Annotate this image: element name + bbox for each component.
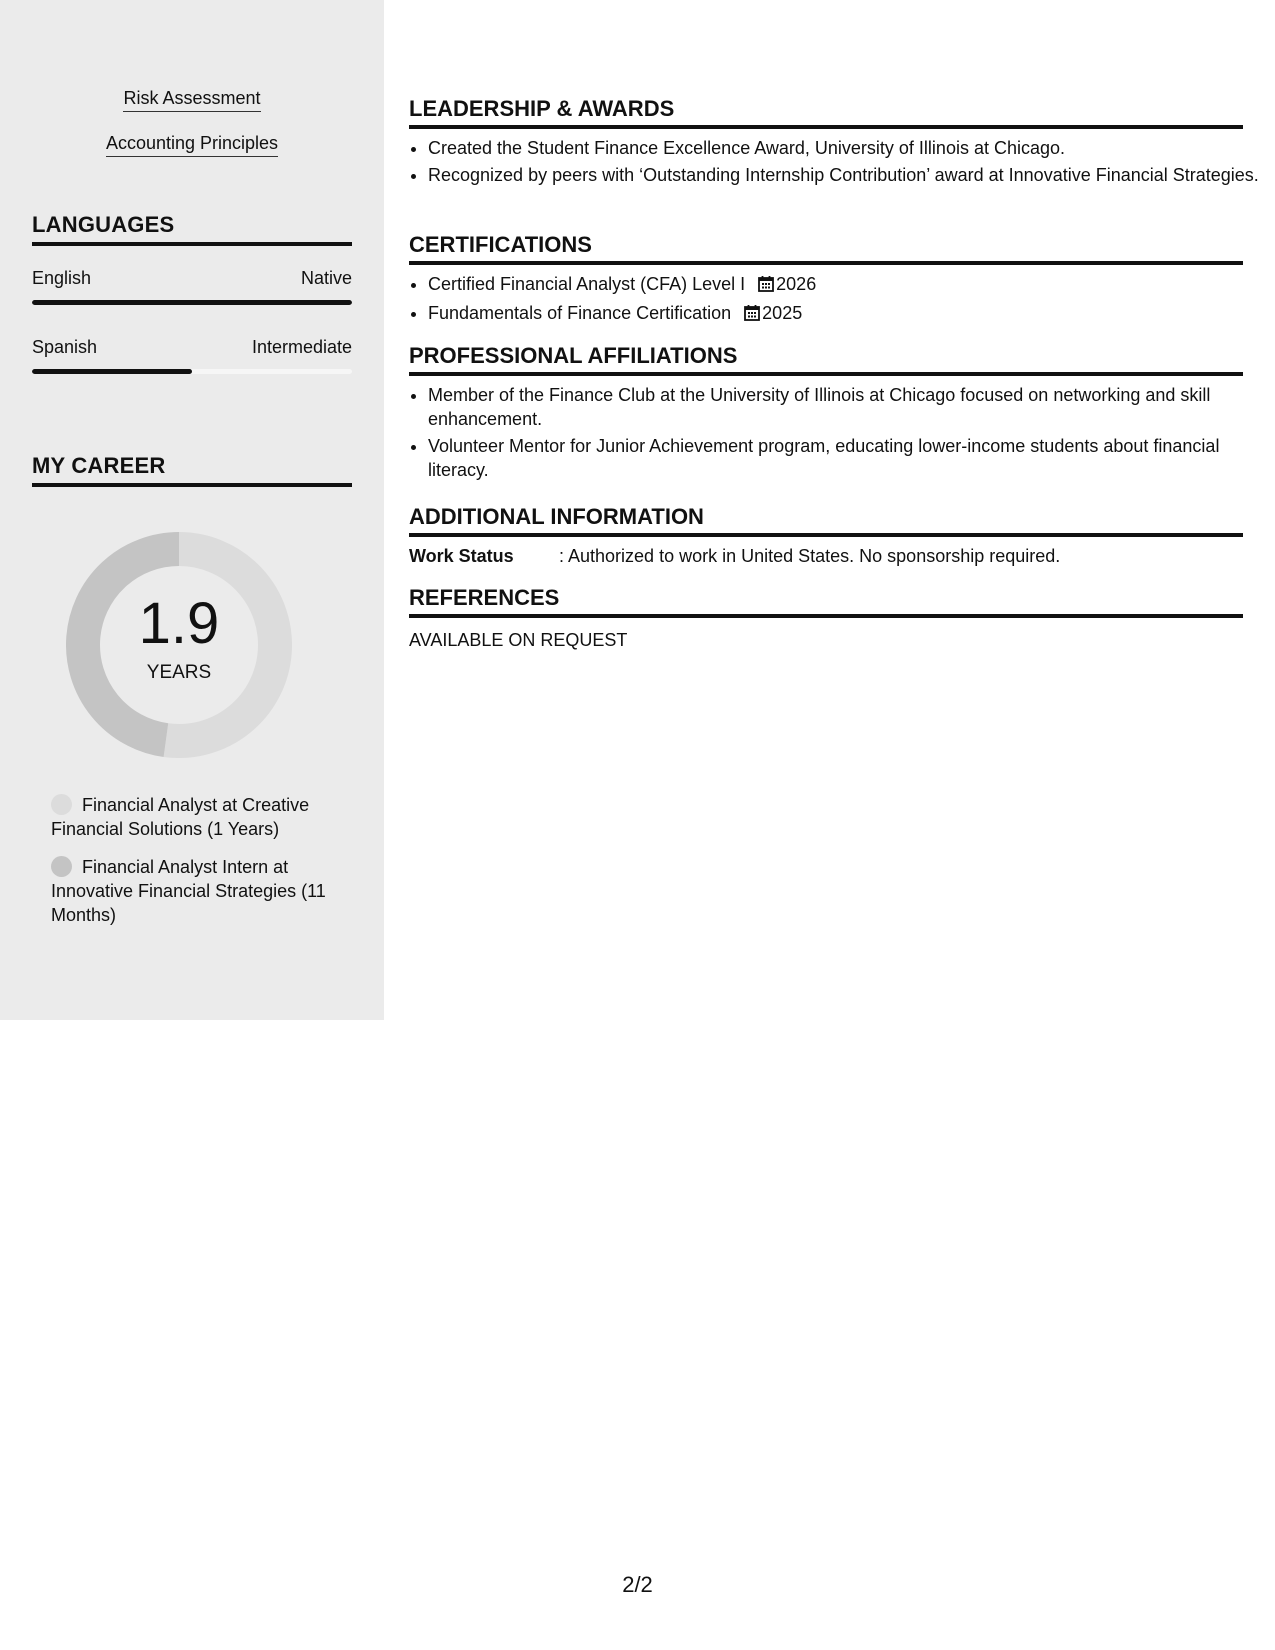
calendar-icon [744, 303, 760, 327]
language-row [32, 337, 352, 358]
work-status-label: Work Status [409, 546, 514, 566]
work-status-value: : Authorized to work in United States. No sponsorship required. [559, 546, 1061, 566]
skill-item: Accounting Principles [0, 133, 384, 157]
additional-info-heading: ADDITIONAL INFORMATION [409, 504, 1243, 537]
references-heading: REFERENCES [409, 585, 1243, 618]
certification-year: 2025 [762, 303, 803, 323]
career-years-unit: YEARS [146, 662, 212, 683]
sidebar [0, 0, 384, 1020]
certifications-heading: CERTIFICATIONS [409, 232, 1243, 265]
list-item: • Created the Student Finance Excellence Award, University of Illinois at Chicago. [428, 136, 1262, 160]
leadership-list [409, 136, 1262, 190]
certification-year: 2026 [776, 274, 817, 294]
calendar-icon [758, 274, 774, 298]
legend-dot [51, 794, 72, 815]
language-name: Spanish [32, 337, 98, 357]
career-heading: MY CAREER [32, 453, 352, 487]
legend-dot [51, 856, 72, 877]
skill-item: Risk Assessment [0, 88, 384, 112]
language-row [32, 268, 352, 289]
proficiency-fill [32, 369, 192, 374]
page-number: 2/2 [622, 1572, 653, 1597]
list-item: • Volunteer Mentor for Junior Achievement program, educating lower-income students about financial literacy. [428, 434, 1262, 482]
career-legend-item [51, 855, 341, 927]
references-text: AVAILABLE ON REQUEST [409, 630, 628, 650]
leadership-heading: LEADERSHIP & AWARDS [409, 96, 1243, 129]
language-proficiency-bar [32, 300, 352, 305]
certification-item [428, 272, 1262, 298]
career-donut-chart [66, 532, 292, 758]
career-legend-label: Financial Analyst Intern at Innovative Financial Strategies (11 Months) [51, 857, 326, 925]
certification-name: Fundamentals of Finance Certification [428, 303, 732, 323]
certification-item [428, 301, 1262, 327]
career-years-value: 1.9 [138, 591, 220, 656]
language-level: Native [300, 268, 352, 288]
language-proficiency-bar [32, 369, 352, 374]
career-legend-item [51, 793, 341, 841]
work-status-row [409, 546, 1243, 567]
list-item: • Member of the Finance Club at the University of Illinois at Chicago focused on networking and skill enhancement. [428, 383, 1262, 431]
proficiency-fill [32, 300, 352, 305]
certification-name: Certified Financial Analyst (CFA) Level I [428, 274, 746, 294]
affiliations-heading: PROFESSIONAL AFFILIATIONS [409, 343, 1243, 376]
certifications-list [409, 272, 1262, 330]
language-level: Intermediate [251, 337, 352, 357]
affiliations-list [409, 383, 1262, 485]
list-item: • Recognized by peers with ‘Outstanding Internship Contribution’ award at Innovative Financial Strategies. [428, 163, 1262, 187]
language-name: English [32, 268, 92, 288]
donut-center [66, 532, 292, 758]
career-legend-label: Financial Analyst at Creative Financial Solutions (1 Years) [51, 795, 310, 839]
languages-heading: LANGUAGES [32, 212, 352, 246]
